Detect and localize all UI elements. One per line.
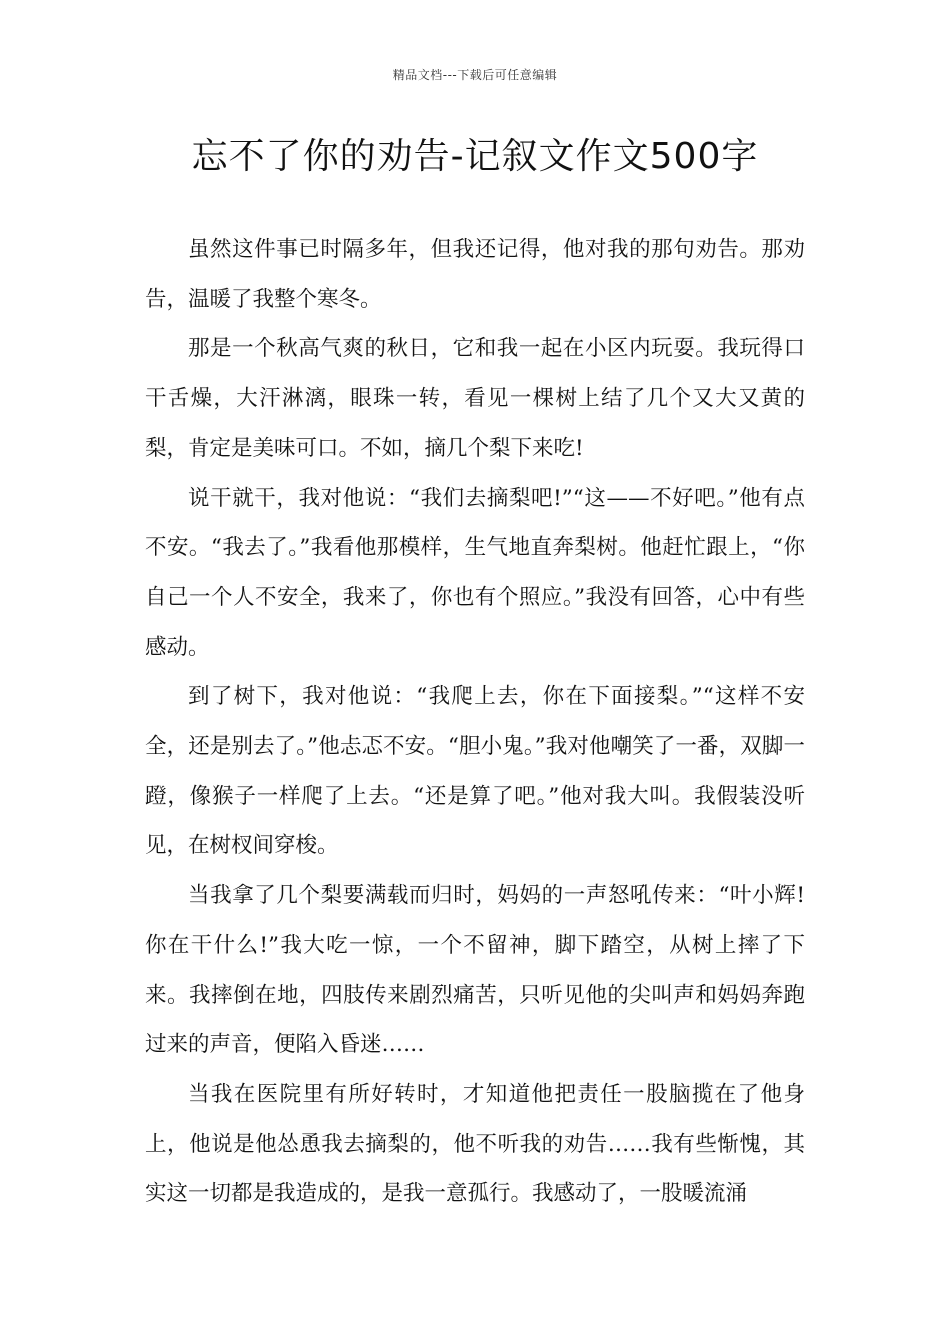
paragraph: 虽然这件事已时隔多年，但我还记得，他对我的那句劝告。那劝告，温暖了我整个寒冬。 — [145, 237, 805, 312]
header-note: 精品文档---下载后可任意编辑 — [392, 68, 558, 82]
paragraph: 那是一个秋高气爽的秋日，它和我一起在小区内玩耍。我玩得口干舌燥，大汗淋漓，眼珠一转，看见一棵树上结了几个又大又黄的梨，肯定是美味可口。不如，摘几个梨下来吃! — [145, 336, 805, 461]
paragraph: 说干就干，我对他说：“我们去摘梨吧!”“这——不好吧。”他有点不安。“我去了。”我看他那模样，生气地直奔梨树。他赶忙跟上，“你自己一个人不安全，我来了，你也有个照应。”我没有回答，心中有些感动。 — [145, 485, 805, 660]
paragraph: 当我拿了几个梨要满载而归时，妈妈的一声怒吼传来：“叶小辉!你在干什么!”我大吃一惊，一个不留神，脚下踏空，从树上摔了下来。我摔倒在地，四肢传来剧烈痛苦，只听见他的尖叫声和妈妈奔跑过来的声音，便陷入昏迷…… — [145, 883, 805, 1058]
document-title: 忘不了你的劝告-记叙文作文500字 — [191, 136, 759, 177]
document-body — [145, 225, 805, 1219]
paragraph: 当我在医院里有所好转时，才知道他把责任一股脑揽在了他身上，他说是他怂恿我去摘梨的，他不听我的劝告……我有些惭愧，其实这一切都是我造成的，是我一意孤行。我感动了，一股暖流涌 — [145, 1081, 805, 1207]
paragraph: 到了树下，我对他说：“我爬上去，你在下面接梨。”“这样不安全，还是别去了。”他忐忑不安。“胆小鬼。”我对他嘲笑了一番，双脚一蹬，像猴子一样爬了上去。“还是算了吧。”他对我大叫。我假装没听见，在树杈间穿梭。 — [145, 684, 805, 859]
